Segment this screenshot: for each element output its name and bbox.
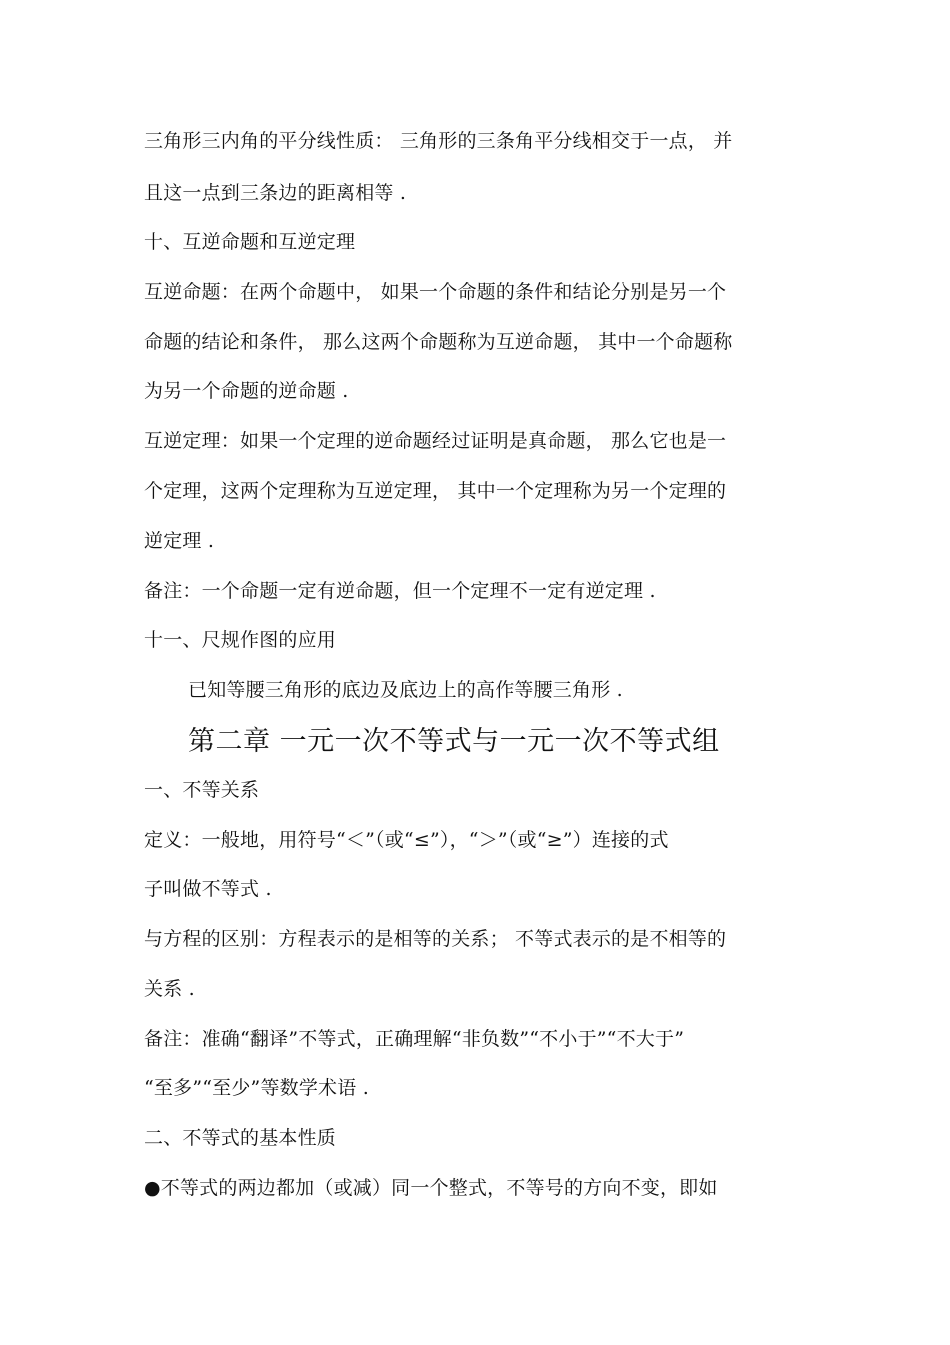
text-line-converse-proposition-1: 互逆命题：在两个命题中， 如果一个命题的条件和结论分别是另一个 xyxy=(144,281,727,303)
text-line-isosceles-construction: 已知等腰三角形的底边及底边上的高作等腰三角形 . xyxy=(188,679,623,701)
text-line-equal-distance: 且这一点到三条边的距离相等 . xyxy=(144,182,407,204)
section-heading-inequality-relation: 一、不等关系 xyxy=(144,779,260,801)
text-line-converse-proposition-3: 为另一个命题的逆命题 . xyxy=(144,380,349,402)
text-line-note-translation-1: 备注：准确“翻译”不等式，正确理解“非负数”“不小于”“不大于” xyxy=(144,1028,685,1050)
chapter-title: 第二章 一元一次不等式与一元一次不等式组 xyxy=(188,726,720,757)
text-line-property-1: ●不等式的两边都加（或减）同一个整式，不等号的方向不变，即如 xyxy=(144,1177,718,1199)
section-heading-converse: 十、互逆命题和互逆定理 xyxy=(144,231,356,253)
text-line-note-converse: 备注：一个命题一定有逆命题，但一个定理不一定有逆定理 . xyxy=(144,580,656,602)
text-line-converse-theorem-3: 逆定理 . xyxy=(144,530,215,552)
section-heading-ruler-compass: 十一、尺规作图的应用 xyxy=(144,629,337,651)
text-line-difference-from-equation-1: 与方程的区别：方程表示的是相等的关系； 不等式表示的是不相等的 xyxy=(144,928,727,950)
text-line-note-translation-2: “至多”“至少”等数学术语 . xyxy=(144,1077,369,1099)
section-heading-basic-properties: 二、不等式的基本性质 xyxy=(144,1127,337,1149)
text-line-difference-from-equation-2: 关系 . xyxy=(144,978,195,1000)
text-line-triangle-bisector-property: 三角形三内角的平分线性质： 三角形的三条角平分线相交于一点， 并 xyxy=(144,130,733,152)
text-line-inequality-definition-1: 定义：一般地，用符号“＜”（或“≤”），“＞”（或“≥”）连接的式 xyxy=(144,829,669,851)
text-line-converse-theorem-2: 个定理，这两个定理称为互逆定理， 其中一个定理称为另一个定理的 xyxy=(144,480,727,502)
text-line-converse-theorem-1: 互逆定理：如果一个定理的逆命题经过证明是真命题， 那么它也是一 xyxy=(144,430,727,452)
text-line-inequality-definition-2: 子叫做不等式 . xyxy=(144,878,272,900)
text-line-converse-proposition-2: 命题的结论和条件， 那么这两个命题称为互逆命题， 其中一个命题称 xyxy=(144,331,733,353)
